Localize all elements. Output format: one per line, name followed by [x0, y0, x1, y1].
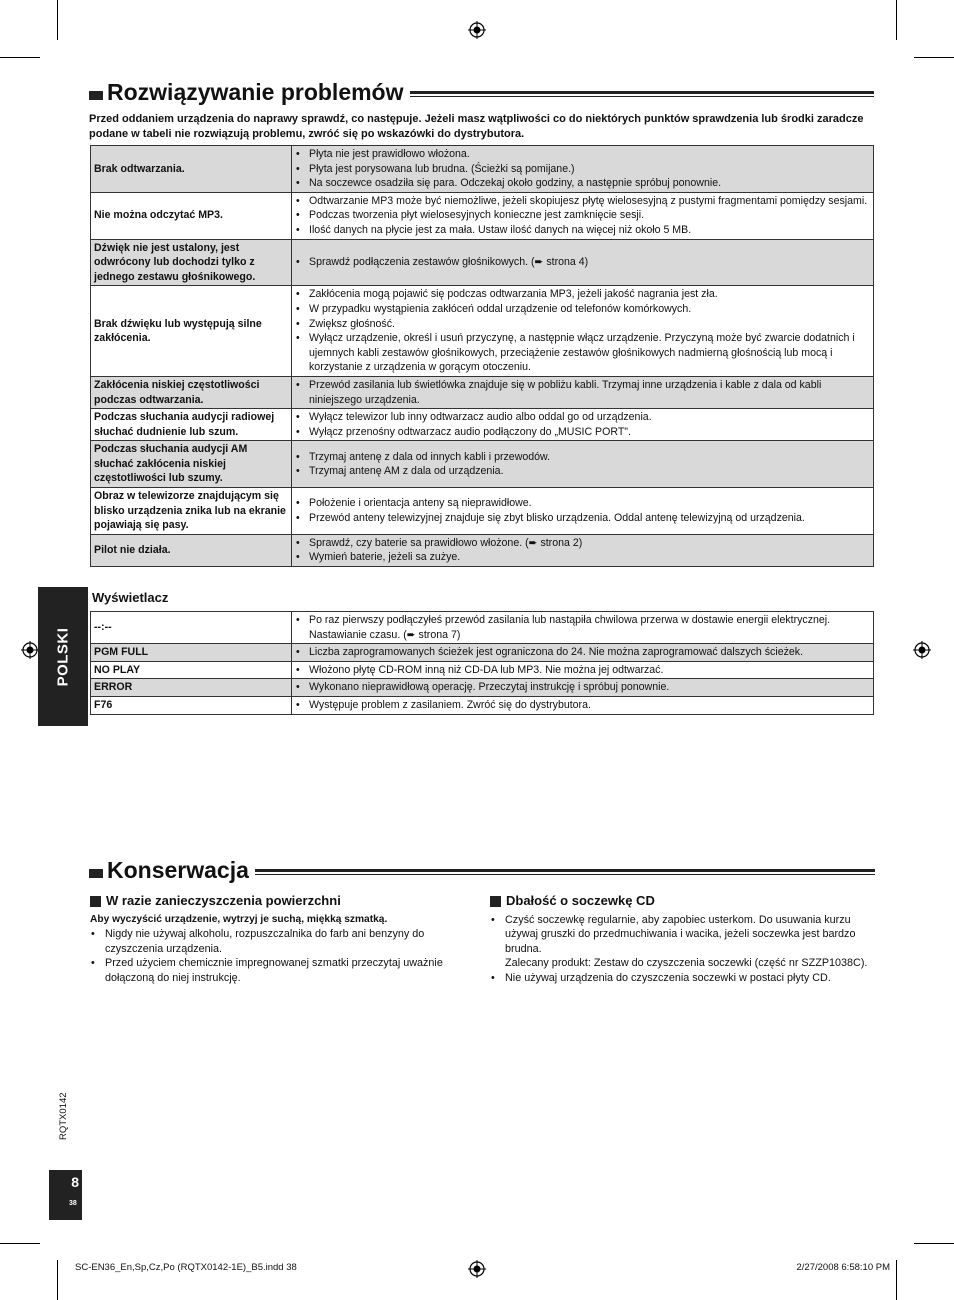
registration-mark-icon: [21, 641, 39, 659]
page-number-box: [49, 1170, 82, 1220]
symptom-cell: Brak dźwięku lub występują silne zakłócenia.: [91, 286, 292, 377]
remedy-item: • W przypadku wystąpienia zakłóceń oddal urządzenie od telefonów komórkowych.: [309, 302, 870, 317]
table-row: [91, 192, 874, 239]
remedy-item: • Ilość danych na płycie jest za mała. Ustaw ilość danych na więcej niż około 5 MB.: [309, 223, 870, 238]
remedy-item: • Zakłócenia mogą pojawić się podczas odtwarzania MP3, jeżeli jakość nagrania jest zła.: [309, 287, 870, 302]
remedy-item: • Włożono płytę CD-ROM inną niż CD-DA lub MP3. Nie można jej odtwarzać.: [309, 663, 870, 678]
footer-file: SC-EN36_En,Sp,Cz,Po (RQTX0142-1E)_B5.indd 38: [75, 1262, 297, 1273]
intro-text: Przed oddaniem urządzenia do naprawy sprawdź, co następuje. Jeżeli masz wątpliwości co do niektórych punktów sprawdzenia lub środki zaradcze podane w tabeli nie rozwiązują problemu, zwróć się po wskazówki do dystrybutora.: [89, 113, 864, 140]
crop-mark: [57, 1260, 58, 1300]
remedy-item: • Podczas tworzenia płyt wielosesyjnych konieczne jest zamknięcie sesji.: [309, 208, 870, 223]
remedy-item: • Liczba zaprogramowanych ścieżek jest ograniczona do 24. Nie można zaprogramować dalszych ścieżek.: [309, 645, 870, 660]
remedy-cell: [292, 679, 874, 697]
table-row: [91, 612, 874, 644]
remedy-item: • Sprawdź podłączenia zestawów głośnikowych. (➨ strona 4): [309, 255, 870, 270]
table-row: [91, 376, 874, 408]
registration-mark-icon: [468, 1260, 486, 1278]
remedy-item: • Sprawdź, czy baterie sa prawidłowo włożone. (➨ strona 2): [309, 536, 870, 551]
symptom-cell: Nie można odczytać MP3.: [91, 192, 292, 239]
table-row: [91, 409, 874, 441]
remedy-cell: [292, 286, 874, 377]
remedy-item: • Wymień baterie, jeżeli sa zużye.: [309, 550, 870, 565]
remedy-item: • Zwiększ głośność.: [309, 317, 870, 332]
model-code: RQTX0142: [58, 1092, 69, 1140]
crop-mark: [914, 1243, 954, 1244]
display-code-cell: PGM FULL: [91, 644, 292, 662]
remedy-item: • Odtwarzanie MP3 może być niemożliwe, jeżeli skopiujesz płytę wielosesyjną z pustymi fragmentami pomiędzy sesjami.: [309, 194, 870, 209]
display-code-cell: NO PLAY: [91, 661, 292, 679]
crop-mark: [896, 1260, 897, 1300]
list-item: • Nie używaj urządzenia do czyszczenia soczewki w postaci płyty CD.: [505, 971, 874, 986]
maintenance-heading: [89, 855, 875, 885]
symptom-cell: Podczas słuchania audycji AM słuchać zakłócenia niskiej częstotliwości lub szumy.: [91, 441, 292, 488]
remedy-item: • Trzymaj antenę AM z dala od urządzenia.: [309, 464, 870, 479]
remedy-cell: [292, 409, 874, 441]
remedy-cell: [292, 696, 874, 714]
symptom-cell: Obraz w telewizorze znajdującym się blisko urządzenia znika lub na ekranie pojawiają się pasy.: [91, 488, 292, 535]
surface-cleaning-block: [90, 894, 468, 986]
table-row: [91, 644, 874, 662]
remedy-cell: [292, 644, 874, 662]
remedy-cell: [292, 239, 874, 286]
table-row: [91, 441, 874, 488]
table-row: [91, 661, 874, 679]
remedy-cell: [292, 661, 874, 679]
remedy-cell: [292, 488, 874, 535]
remedy-item: • Trzymaj antenę z dala od innych kabli i przewodów.: [309, 450, 870, 465]
table-row: [91, 146, 874, 193]
symptom-cell: Zakłócenia niskiej częstotliwości podczas odtwarzania.: [91, 376, 292, 408]
square-bullet-icon: [90, 896, 101, 907]
section-title: Rozwiązywanie problemów: [107, 78, 404, 105]
block-heading: W razie zanieczyszczenia powierzchni: [106, 893, 341, 908]
symptom-cell: Pilot nie działa.: [91, 534, 292, 566]
table-row: [91, 679, 874, 697]
crop-mark: [57, 0, 58, 40]
language-tab: [38, 587, 88, 726]
remedy-item: • Występuje problem z zasilaniem. Zwróć się do dystrybutora.: [309, 698, 870, 713]
remedy-cell: [292, 441, 874, 488]
table-row: [91, 534, 874, 566]
square-bullet-icon: [490, 896, 501, 907]
display-code-cell: --:--: [91, 612, 292, 644]
crop-mark: [0, 1243, 40, 1244]
symptom-cell: Podczas słuchania audycji radiowej słuchać dudnienie lub szum.: [91, 409, 292, 441]
registration-mark-icon: [913, 641, 931, 659]
remedy-cell: [292, 612, 874, 644]
list-item: • Przed użyciem chemicznie impregnowanej szmatki przeczytaj uważnie dołączoną do niej instrukcję.: [105, 956, 468, 985]
language-label: POLSKI: [54, 627, 72, 686]
block-heading: Dbałość o soczewkę CD: [506, 893, 655, 908]
list-item: [505, 913, 874, 971]
remedy-item: • Wyłącz telewizor lub inny odtwarzacz audio albo oddal go od urządzenia.: [309, 410, 870, 425]
page-sub-number: 38: [69, 1200, 77, 1207]
registration-mark-icon: [468, 21, 486, 39]
crop-mark: [896, 0, 897, 40]
lead-text: Aby wyczyścić urządzenie, wytrzyj je suchą, miękką szmatką.: [90, 913, 388, 925]
list-item-extra: Zalecany produkt: Zestaw do czyszczenia soczewki (część nr SZZP1038C).: [505, 957, 868, 970]
list-item: • Nigdy nie używaj alkoholu, rozpuszczalnika do farb ani benzyny do czyszczenia urządzenia.: [105, 927, 468, 956]
remedy-cell: [292, 534, 874, 566]
section-title: Konserwacja: [107, 856, 249, 883]
display-code-cell: ERROR: [91, 679, 292, 697]
table-row: [91, 488, 874, 535]
remedy-item: • Płyta nie jest prawidłowo włożona.: [309, 147, 870, 162]
symptom-cell: Dźwięk nie jest ustalony, jest odwrócony lub dochodzi tylko z jednego zestawu głośnikowego.: [91, 239, 292, 286]
display-code-cell: F76: [91, 696, 292, 714]
remedy-item: • Na soczewce osadziła się para. Odczekaj około godziny, a następnie spróbuj ponownie.: [309, 176, 870, 191]
remedy-item: • Położenie i orientacja anteny są nieprawidłowe.: [309, 496, 870, 511]
remedy-item: • Wyłącz urządzenie, określ i usuń przyczynę, a następnie włącz urządzenie. Przyczyną może być zwarcie dodatnich i ujemnych kabli zestawów głośnikowych, przeciążenie zestawów głośnikowych nadmierną głośnością lub mocą i korzystanie z urządzenia w gorącym otoczeniu.: [309, 331, 870, 375]
list-item-text: Czyść soczewkę regularnie, aby zapobiec usterkom. Do usuwania kurzu używaj gruszki do przedmuchiwania i wacika, jeżeli soczewka jest bardzo brudna.: [505, 913, 856, 955]
page-number: 8: [71, 1174, 79, 1190]
troubleshooting-table: [90, 145, 874, 567]
remedy-cell: [292, 376, 874, 408]
table-row: [91, 286, 874, 377]
remedy-item: • Przewód anteny telewizyjnej znajduje się zbyt blisko urządzenia. Oddal antenę telewizyjną od urządzenia.: [309, 511, 870, 526]
remedy-cell: [292, 146, 874, 193]
remedy-item: • Wykonano nieprawidłową operację. Przeczytaj instrukcję i spróbuj ponownie.: [309, 680, 870, 695]
display-table: [90, 611, 874, 715]
remedy-cell: [292, 192, 874, 239]
crop-mark: [914, 57, 954, 58]
remedy-item: • Wyłącz przenośny odtwarzacz audio podłączony do „MUSIC PORT".: [309, 425, 870, 440]
display-subheading: Wyświetlacz: [92, 590, 169, 605]
table-row: [91, 696, 874, 714]
troubleshooting-heading: [89, 77, 874, 107]
lens-care-block: [490, 894, 874, 986]
remedy-item: • Płyta jest porysowana lub brudna. (Ścieżki są pomijane.): [309, 162, 870, 177]
footer-date: 2/27/2008 6:58:10 PM: [796, 1262, 890, 1273]
crop-mark: [0, 57, 40, 58]
symptom-cell: Brak odtwarzania.: [91, 146, 292, 193]
remedy-item: • Po raz pierwszy podłączyłeś przewód zasilania lub nastąpiła chwilowa przerwa w dostawie energii elektrycznej. Nastawianie czasu. (➨ strona 7): [309, 613, 870, 642]
table-row: [91, 239, 874, 286]
remedy-item: • Przewód zasilania lub świetlówka znajduje się w pobliżu kabli. Trzymaj inne urządzenia i kable z dala od kabli niniejszego urządzenia.: [309, 378, 870, 407]
